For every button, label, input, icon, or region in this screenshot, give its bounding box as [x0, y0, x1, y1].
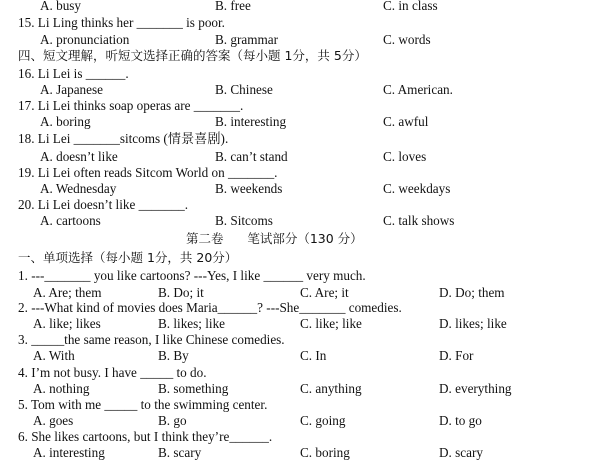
option-a: A. like; likes: [33, 316, 101, 331]
question-text: 16. Li Lei is ______.: [18, 66, 129, 81]
question-18: [0, 131, 595, 147]
options-row: [0, 348, 595, 364]
option-b: B. interesting: [215, 114, 287, 129]
question-text: 15. Li Ling thinks her _______ is poor.: [18, 15, 225, 30]
option-c: C. going: [300, 413, 346, 428]
option-a: A. boring: [40, 114, 91, 129]
option-d: D. Do; them: [439, 285, 505, 300]
option-c: C. talk shows: [383, 213, 455, 228]
options-row: [0, 413, 595, 429]
option-c: C. boring: [300, 445, 350, 460]
option-a: A. cartoons: [40, 213, 101, 228]
question-3: [0, 332, 595, 348]
options-row: [0, 114, 595, 130]
options-row: [0, 316, 595, 332]
section-heading-text: 四、短文理解，听短文选择正确的答案（每小题 1分，共 5分）: [18, 48, 367, 63]
option-d: D. to go: [439, 413, 482, 428]
option-a: A. pronunciation: [40, 32, 130, 47]
question-15: [0, 15, 595, 31]
option-b: B. something: [158, 381, 229, 396]
option-c: C. weekdays: [383, 181, 451, 196]
option-b: B. likes; like: [158, 316, 226, 331]
option-a: A. Wednesday: [40, 181, 117, 196]
option-c: C. like; like: [300, 316, 362, 331]
option-b: B. go: [158, 413, 187, 428]
options-row: [0, 445, 595, 461]
part-title-text: 第二卷 笔试部分（130 分）: [186, 231, 363, 246]
option-a: A. nothing: [33, 381, 90, 396]
question-text: 5. Tom with me _____ to the swimming center.: [18, 397, 268, 412]
options-row: [0, 285, 595, 301]
question-text: 2. ---What kind of movies does Maria______? ---She_______ comedies.: [18, 300, 402, 315]
option-b: B. Sitcoms: [215, 213, 273, 228]
option-b: B. By: [158, 348, 189, 363]
option-a: A. Are; them: [33, 285, 102, 300]
option-a: A. interesting: [33, 445, 105, 460]
option-c: C. Are; it: [300, 285, 349, 300]
question-text: 18. Li Lei _______sitcoms (情景喜剧).: [18, 131, 229, 146]
option-c: C. awful: [383, 114, 429, 129]
option-c: C. loves: [383, 149, 427, 164]
options-row: [0, 0, 595, 14]
question-text: 6. She likes cartoons, but I think they’re______.: [18, 429, 273, 444]
question-4: [0, 365, 595, 381]
question-text: 20. Li Lei doesn’t like _______.: [18, 197, 189, 212]
question-6: [0, 429, 595, 445]
option-d: D. likes; like: [439, 316, 507, 331]
option-c: C. in class: [383, 0, 438, 13]
option-c: C. anything: [300, 381, 362, 396]
question-text: 17. Li Lei thinks soap operas are _______.: [18, 98, 244, 113]
option-d: D. scary: [439, 445, 483, 460]
option-c: C. words: [383, 32, 431, 47]
option-b: B. grammar: [215, 32, 278, 47]
option-a: A. With: [33, 348, 75, 363]
options-row: [0, 149, 595, 165]
option-b: B. can’t stand: [215, 149, 288, 164]
part-title: [0, 231, 595, 247]
question-2: [0, 300, 595, 316]
question-17: [0, 98, 595, 114]
option-d: D. For: [439, 348, 474, 363]
question-16: [0, 66, 595, 82]
question-text: 1. ---_______ you like cartoons? ---Yes, I like ______ very much.: [18, 268, 366, 283]
section-heading-1: [0, 250, 595, 266]
option-b: B. Chinese: [215, 82, 273, 97]
option-b: B. scary: [158, 445, 202, 460]
options-row: [0, 181, 595, 197]
option-a: A. busy: [40, 0, 82, 13]
option-c: C. American.: [383, 82, 453, 97]
question-text: 3. _____the same reason, I like Chinese comedies.: [18, 332, 285, 347]
options-row: [0, 32, 595, 48]
option-b: B. weekends: [215, 181, 283, 196]
section-heading-4: [0, 48, 595, 64]
section-heading-text: 一、单项选择（每小题 1分，共 20分）: [18, 250, 238, 265]
options-row: [0, 82, 595, 98]
question-text: 19. Li Lei often reads Sitcom World on _______.: [18, 165, 278, 180]
question-19: [0, 165, 595, 181]
option-b: B. free: [215, 0, 251, 13]
options-row: [0, 213, 595, 229]
question-20: [0, 197, 595, 213]
option-c: C. In: [300, 348, 327, 363]
question-5: [0, 397, 595, 413]
question-1: [0, 268, 595, 284]
option-b: B. Do; it: [158, 285, 204, 300]
option-a: A. doesn’t like: [40, 149, 118, 164]
option-a: A. Japanese: [40, 82, 103, 97]
option-a: A. goes: [33, 413, 74, 428]
option-d: D. everything: [439, 381, 512, 396]
options-row: [0, 381, 595, 397]
question-text: 4. I’m not busy. I have _____ to do.: [18, 365, 207, 380]
